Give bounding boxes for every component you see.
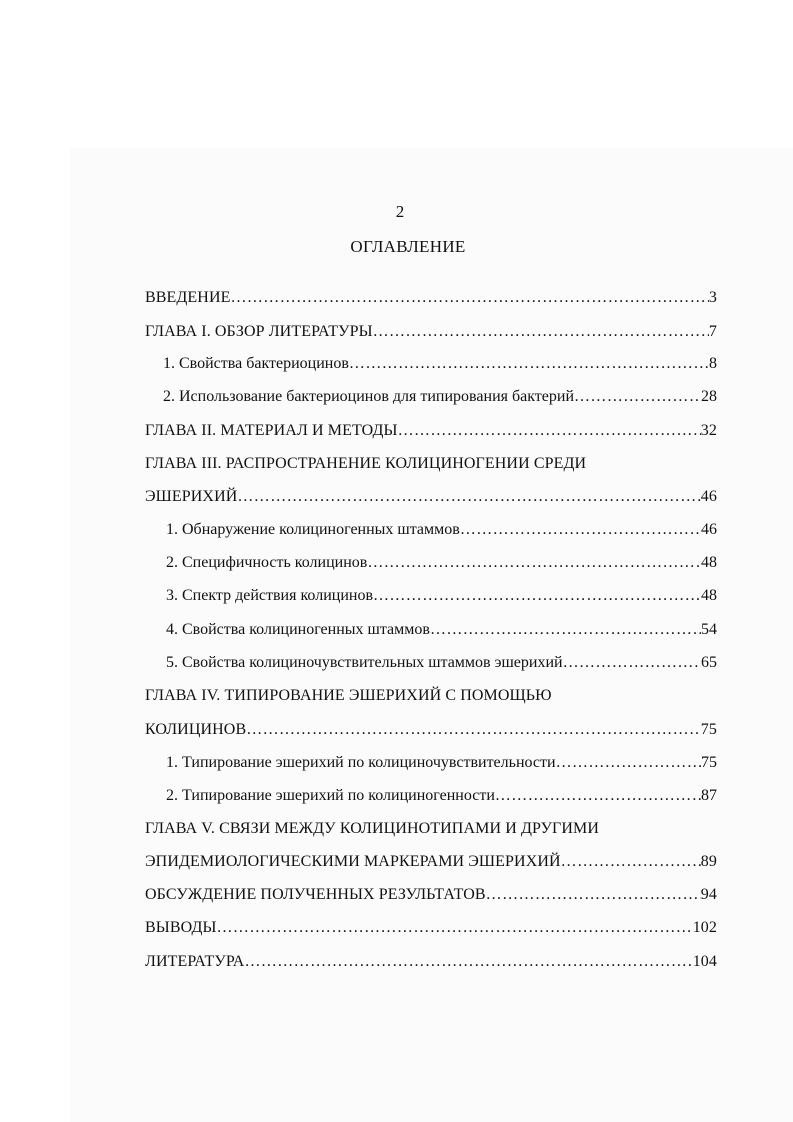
- toc-entry-page: 8: [709, 355, 717, 372]
- dot-leader: [349, 354, 709, 374]
- toc-entry-title: ВВЕДЕНИЕ: [145, 289, 231, 306]
- toc-entry-title: ГЛАВА IV. ТИПИРОВАНИЕ ЭШЕРИХИЙ С ПОМОЩЬЮ: [145, 687, 552, 704]
- toc-entry-chapter-5-line-1[interactable]: [145, 819, 717, 839]
- toc-entry-conclusions[interactable]: [145, 918, 717, 938]
- dot-leader: [430, 620, 701, 640]
- dot-leader: [231, 288, 709, 308]
- toc-entry-page: 104: [692, 953, 717, 970]
- toc-entry-title: 4. Свойства колициногенных штаммов: [166, 621, 430, 638]
- toc-entry-chapter-3-section-5[interactable]: [166, 653, 717, 673]
- toc-entry-title: 2. Специфичность колицинов: [166, 554, 368, 571]
- toc-entry-page: 75: [701, 754, 717, 771]
- dot-leader: [237, 487, 700, 507]
- toc-entry-page: 7: [708, 323, 717, 340]
- dot-leader: [574, 387, 701, 407]
- toc-entry-title: ЛИТЕРАТУРА: [145, 953, 245, 970]
- toc-entry-chapter-1-section-1[interactable]: [163, 354, 717, 374]
- dot-leader: [460, 520, 701, 540]
- toc-entry-title: ЭШЕРИХИЙ: [145, 488, 238, 505]
- dot-leader: [563, 653, 701, 673]
- toc-entry-title: 2. Использование бактериоцинов для типирования бактерий: [163, 388, 575, 405]
- toc-entry-title: ГЛАВА III. РАСПРОСТРАНЕНИЕ КОЛИЦИНОГЕНИИ СРЕДИ: [145, 455, 587, 472]
- toc-entry-title: 1. Обнаружение колициногенных штаммов: [166, 521, 460, 538]
- toc-entry-chapter-1-section-2[interactable]: [163, 387, 717, 407]
- toc-entry-title: 3. Спектр действия колицинов: [166, 587, 373, 604]
- dot-leader: [373, 586, 701, 606]
- toc-entry-chapter-5-line-2[interactable]: [145, 852, 717, 872]
- toc-entry-title: ЭПИДЕМИОЛОГИЧЕСКИМИ МАРКЕРАМИ ЭШЕРИХИЙ: [145, 853, 561, 870]
- toc-entry-page: 89: [700, 853, 717, 870]
- dot-leader: [373, 322, 709, 342]
- toc-entry-chapter-3-section-2[interactable]: [166, 553, 717, 573]
- toc-entry-introduction[interactable]: [145, 288, 717, 308]
- toc-entry-chapter-3-section-4[interactable]: [166, 620, 717, 640]
- toc-heading: ОГЛАВЛЕНИЕ: [350, 237, 466, 256]
- toc-entry-page: 48: [701, 554, 717, 571]
- toc-entry-chapter-2[interactable]: [145, 421, 717, 441]
- dot-leader: [556, 753, 701, 773]
- toc-entry-title: ОБСУЖДЕНИЕ ПОЛУЧЕННЫХ РЕЗУЛЬТАТОВ: [145, 886, 486, 903]
- toc-entry-title: ГЛАВА I. ОБЗОР ЛИТЕРАТУРЫ: [145, 323, 373, 340]
- toc-entry-page: 48: [701, 587, 717, 604]
- toc-entry-chapter-3-section-3[interactable]: [166, 586, 717, 606]
- toc-entry-page: 102: [692, 919, 717, 936]
- toc-entry-discussion[interactable]: [145, 885, 717, 905]
- dot-leader: [244, 952, 692, 972]
- dot-leader: [367, 553, 701, 573]
- toc-entry-title: ГЛАВА V. СВЯЗИ МЕЖДУ КОЛИЦИНОТИПАМИ И ДРУГИМИ: [145, 820, 599, 837]
- dot-leader: [495, 786, 701, 806]
- toc-entry-references[interactable]: [145, 952, 717, 972]
- toc-entry-title: 5. Свойства колициночувствительных штаммов эшерихий: [166, 654, 563, 671]
- toc-entry-page: 28: [701, 388, 717, 405]
- dot-leader: [486, 885, 701, 905]
- dot-leader: [246, 720, 701, 740]
- toc-entry-chapter-1[interactable]: [145, 322, 717, 342]
- toc-entry-chapter-3-line-2[interactable]: [145, 487, 717, 507]
- toc-entry-page: 65: [701, 654, 717, 671]
- dot-leader: [398, 421, 701, 441]
- toc-entry-page: 32: [700, 422, 717, 439]
- toc-entry-chapter-3-section-1[interactable]: [166, 520, 717, 540]
- toc-entry-title: 2. Типирование эшерихий по колициногенности: [166, 787, 495, 804]
- dot-leader: [217, 918, 693, 938]
- toc-entry-page: 3: [708, 289, 717, 306]
- toc-entry-page: 54: [701, 621, 717, 638]
- toc-entry-chapter-4-section-1[interactable]: [166, 753, 717, 773]
- toc-entry-title: 1. Типирование эшерихий по колициночувствительности: [166, 754, 556, 771]
- page-number: 2: [395, 202, 405, 221]
- toc-entry-page: 46: [700, 488, 717, 505]
- dot-leader: [561, 852, 701, 872]
- toc-entry-title: 1. Свойства бактериоцинов: [163, 355, 349, 372]
- toc-entry-chapter-4-section-2[interactable]: [166, 786, 717, 806]
- toc-entry-chapter-4-line-1[interactable]: [145, 686, 717, 706]
- toc-entry-page: 94: [700, 886, 717, 903]
- toc-entry-chapter-3-line-1[interactable]: [145, 454, 717, 474]
- toc-entry-page: 87: [701, 787, 717, 804]
- toc-entry-title: ГЛАВА II. МАТЕРИАЛ И МЕТОДЫ: [145, 422, 398, 439]
- toc-entry-page: 75: [700, 721, 717, 738]
- toc-entry-chapter-4-line-2[interactable]: [145, 720, 717, 740]
- toc-entry-title: КОЛИЦИНОВ: [145, 721, 247, 738]
- toc-entry-title: ВЫВОДЫ: [145, 919, 217, 936]
- toc-entry-page: 46: [701, 521, 717, 538]
